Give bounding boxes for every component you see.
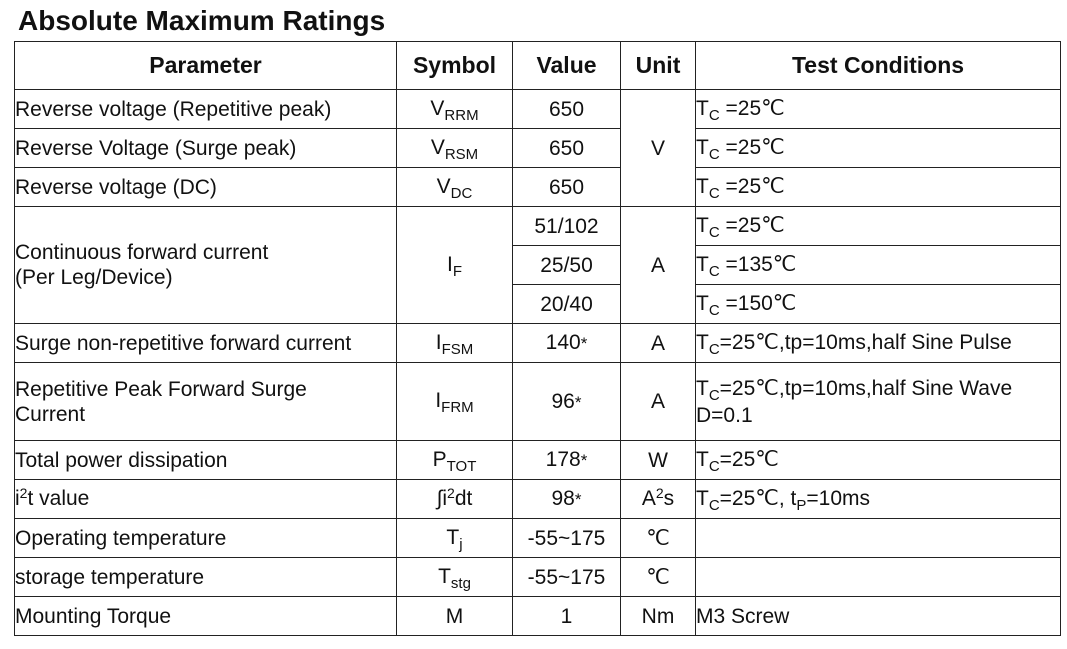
- value-cell: 650: [513, 129, 621, 168]
- parameter-cell: Reverse voltage (DC): [15, 168, 397, 207]
- conditions-cell: M3 Screw: [696, 597, 1061, 636]
- conditions-cell: $T_C$ =25℃: [696, 207, 1061, 246]
- conditions-cell: $T_C$ =150℃: [696, 285, 1061, 324]
- header-value: Value: [513, 42, 621, 90]
- value-cell: -55~175: [513, 558, 621, 597]
- value-cell: 650: [513, 168, 621, 207]
- conditions-cell: $T_C$ =135℃: [696, 246, 1061, 285]
- conditions-cell: $T_C$ =25℃: [696, 129, 1061, 168]
- unit-cell: V: [621, 90, 696, 207]
- table-row: [15, 597, 1061, 636]
- symbol-cell: $P_{TOT}$: [397, 441, 513, 480]
- table-row: [15, 90, 1061, 129]
- symbol-cell: $I_{FSM}$: [397, 324, 513, 363]
- symbol-cell: $V_{RSM}$: [397, 129, 513, 168]
- symbol-cell: $V_{RRM}$: [397, 90, 513, 129]
- value-cell: 20/40: [513, 285, 621, 324]
- conditions-cell: [696, 558, 1061, 597]
- value-cell: 25/50: [513, 246, 621, 285]
- symbol-cell: $\int i^2dt$: [397, 480, 513, 519]
- parameter-cell: Reverse voltage (Repetitive peak): [15, 90, 397, 129]
- unit-cell: ℃: [621, 519, 696, 558]
- table-row: [15, 129, 1061, 168]
- header-parameter: Parameter: [15, 42, 397, 90]
- parameter-cell: $i^2t$ value: [15, 480, 397, 519]
- table-header-row: [15, 42, 1061, 90]
- table-row: [15, 480, 1061, 519]
- conditions-cell: $T_C=25℃,tp=10ms,half$ Sine Pulse: [696, 324, 1061, 363]
- table-row: [15, 558, 1061, 597]
- table-row: [15, 168, 1061, 207]
- conditions-cell: $T_C$ =25℃: [696, 168, 1061, 207]
- parameter-cell: Continuous forward current (Per Leg/Device): [15, 207, 397, 324]
- symbol-cell: $I_F$: [397, 207, 513, 324]
- unit-cell: A: [621, 363, 696, 441]
- unit-cell: W: [621, 441, 696, 480]
- table-row: [15, 519, 1061, 558]
- table-row: [15, 363, 1061, 441]
- table-row: [15, 441, 1061, 480]
- value-cell: 178*: [513, 441, 621, 480]
- conditions-cell: [696, 519, 1061, 558]
- table-row: [15, 207, 1061, 246]
- unit-cell: Nm: [621, 597, 696, 636]
- unit-cell: A: [621, 207, 696, 324]
- parameter-cell: Total power dissipation: [15, 441, 397, 480]
- parameter-cell: storage temperature: [15, 558, 397, 597]
- parameter-cell: Surge non-repetitive forward current: [15, 324, 397, 363]
- value-cell: 98*: [513, 480, 621, 519]
- unit-cell: A: [621, 324, 696, 363]
- value-cell: 96*: [513, 363, 621, 441]
- symbol-cell: $T_j$: [397, 519, 513, 558]
- conditions-cell: $T_C=25℃,tp=10ms,half$ Sine Wave D=0.1: [696, 363, 1061, 441]
- parameter-cell: Reverse Voltage (Surge peak): [15, 129, 397, 168]
- value-cell: 140*: [513, 324, 621, 363]
- header-unit: Unit: [621, 42, 696, 90]
- value-cell: 51/102: [513, 207, 621, 246]
- value-cell: 1: [513, 597, 621, 636]
- header-symbol: Symbol: [397, 42, 513, 90]
- conditions-cell: $T_C$ =25℃: [696, 90, 1061, 129]
- table-row: [15, 324, 1061, 363]
- parameter-cell: Repetitive Peak Forward Surge Current: [15, 363, 397, 441]
- unit-cell: $A^2s$: [621, 480, 696, 519]
- parameter-cell: Mounting Torque: [15, 597, 397, 636]
- page-title: Absolute Maximum Ratings: [18, 5, 386, 36]
- header-test-conditions: Test Conditions: [696, 42, 1061, 90]
- parameter-cell: Operating temperature: [15, 519, 397, 558]
- symbol-cell: $I_{FRM}$: [397, 363, 513, 441]
- conditions-cell: $T_C=25℃$: [696, 441, 1061, 480]
- unit-cell: ℃: [621, 558, 696, 597]
- value-cell: -55~175: [513, 519, 621, 558]
- symbol-cell: $T_{stg}$: [397, 558, 513, 597]
- conditions-cell: $T_C=25℃$, $t_P=10ms$: [696, 480, 1061, 519]
- symbol-cell: M: [397, 597, 513, 636]
- symbol-cell: $V_{DC}$: [397, 168, 513, 207]
- value-cell: 650: [513, 90, 621, 129]
- ratings-table: [14, 41, 1061, 636]
